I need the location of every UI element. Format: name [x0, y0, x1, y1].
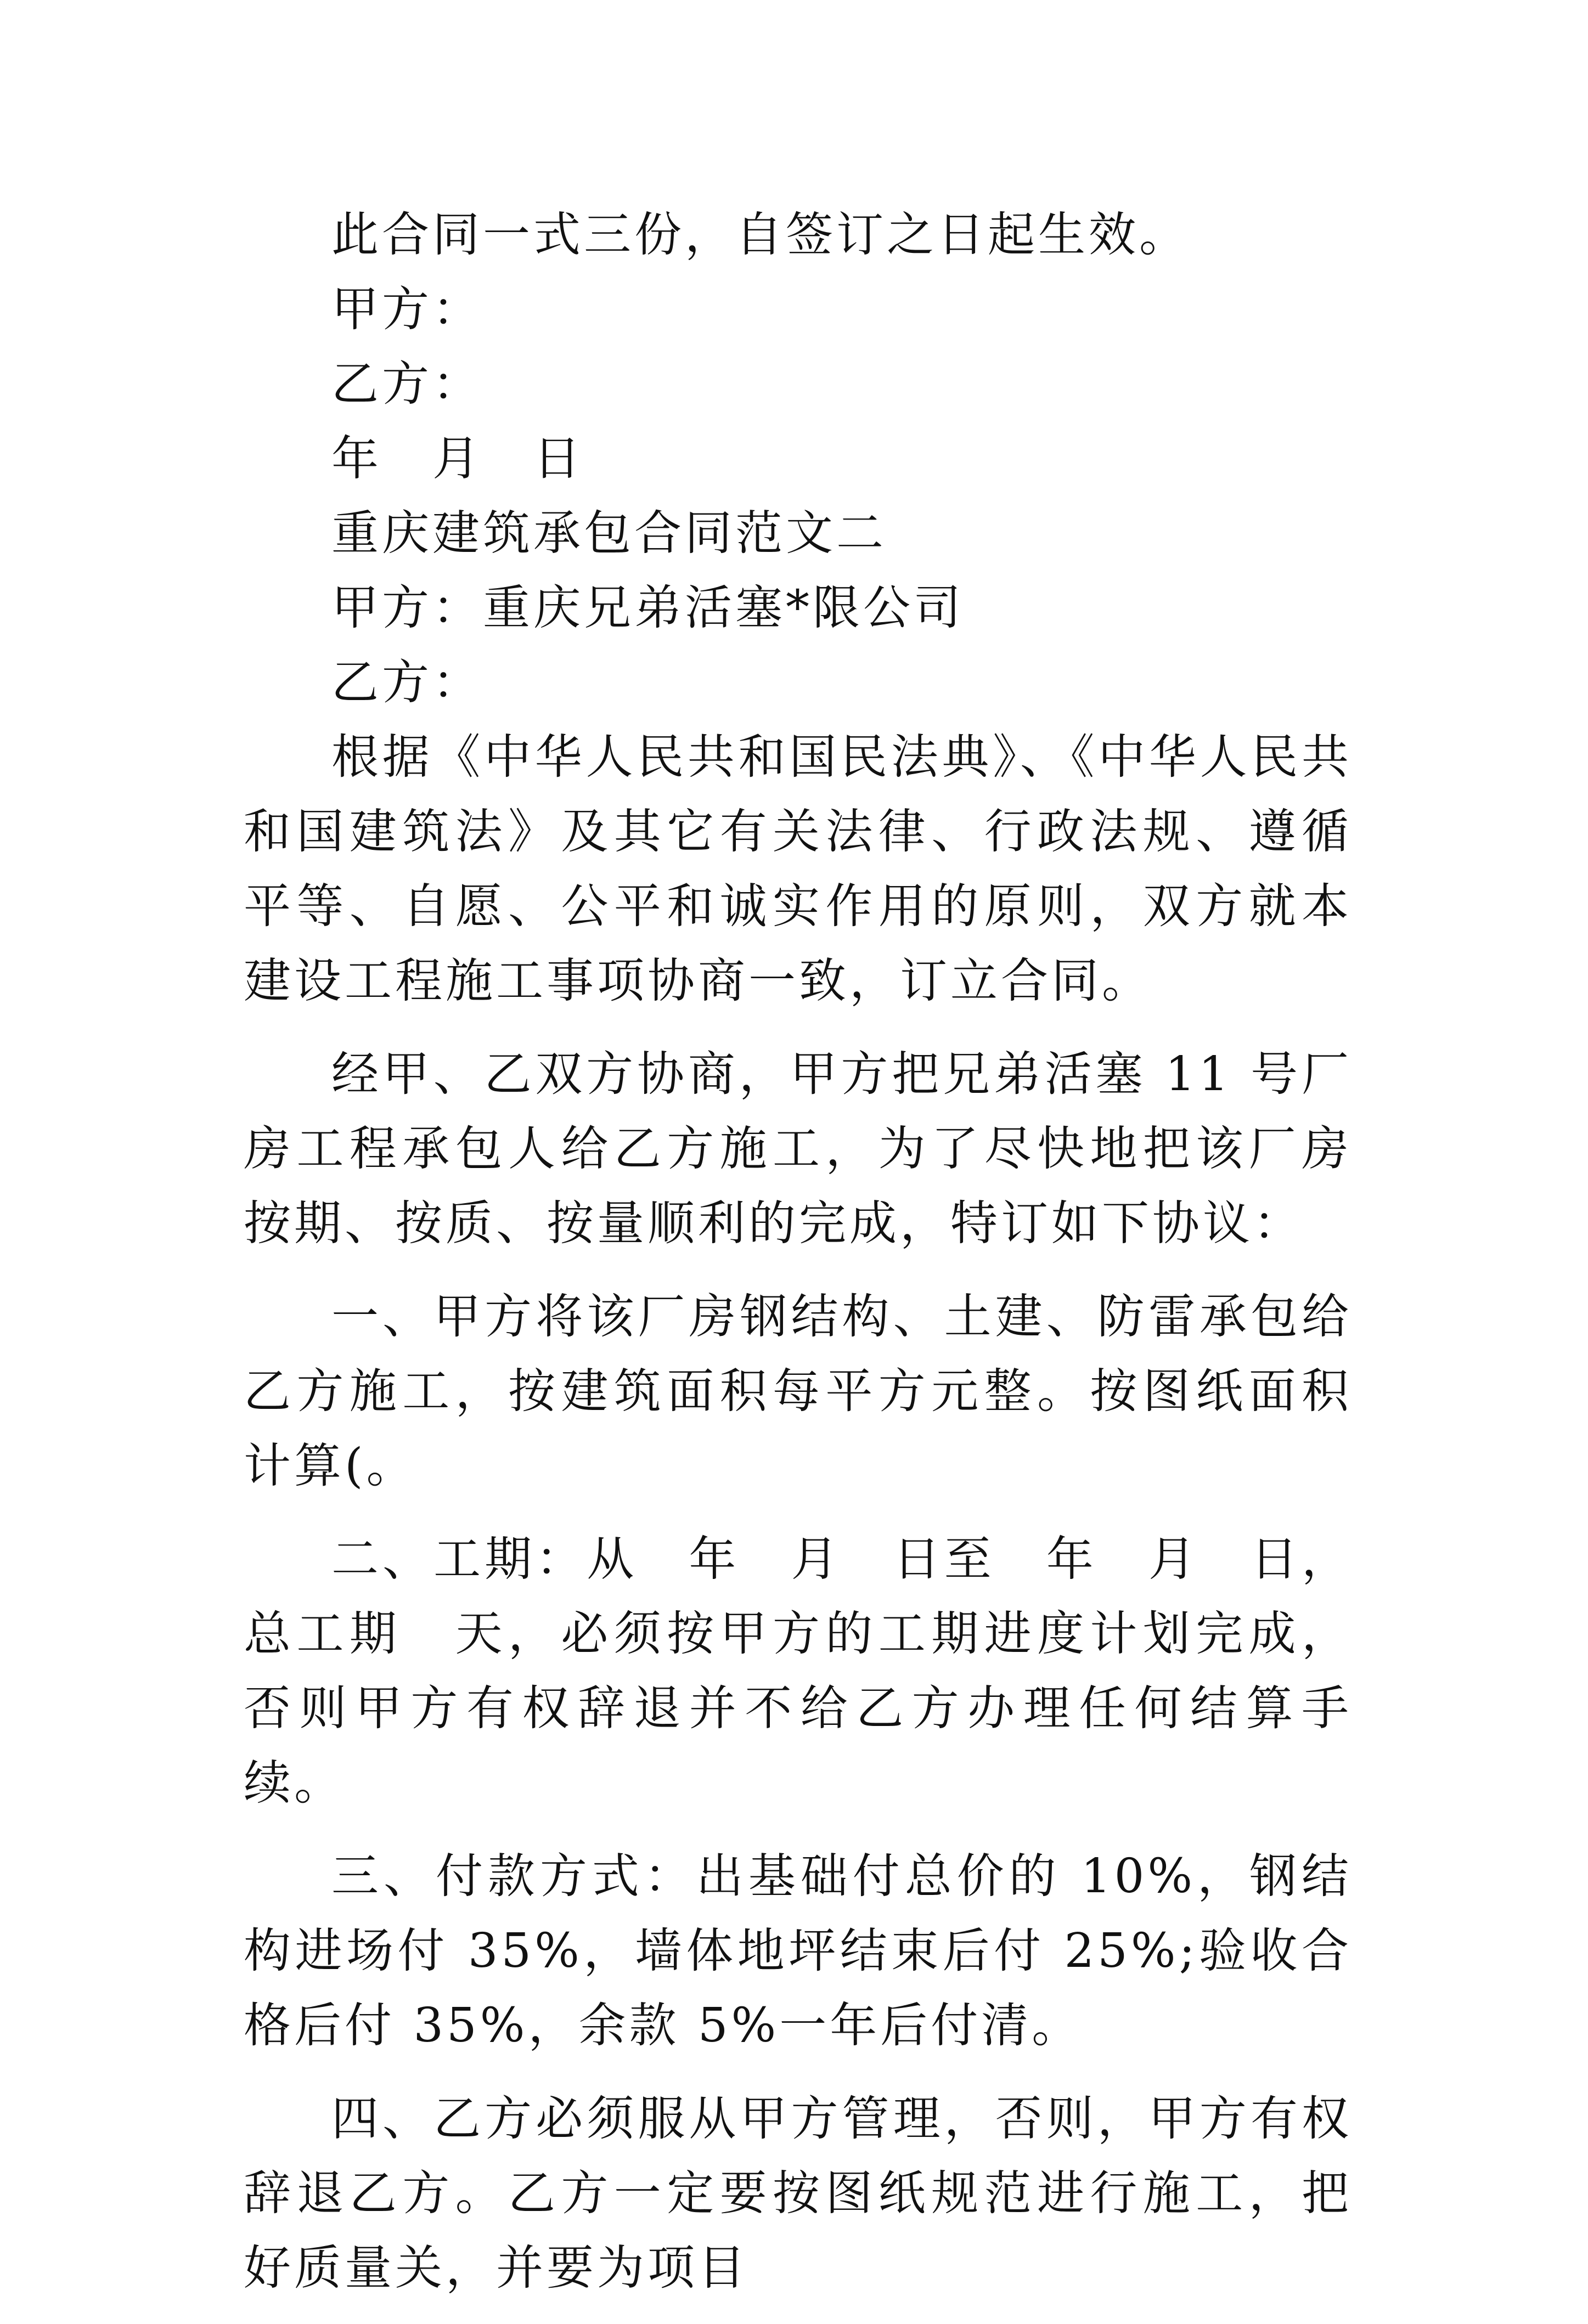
- clause-3-text: 三、付款方式：出基础付总价的 10%，钢结构进场付 35%，墙体地坪结束后付 25%;验收合格后付 35%，余款 5%一年后付清。: [244, 1849, 1352, 2053]
- party-b-signature-line: 乙方：: [331, 357, 483, 411]
- clause-1-paragraph: [244, 1279, 1352, 1503]
- party-a-name: 甲方：重庆兄弟活塞*限公司: [331, 580, 964, 635]
- clause-1-text: 一、甲方将该厂房钢结构、土建、防雷承包给乙方施工，按建筑面积每平方元整。按图纸面积计算(。: [244, 1289, 1352, 1493]
- clause-2-paragraph: [244, 1522, 1352, 1820]
- preamble-paragraph: [244, 720, 1352, 1018]
- clause-4-text: 四、乙方必须服从甲方管理，否则，甲方有权辞退乙方。乙方一定要按图纸规范进行施工，把好质量关，并要为项目: [244, 2091, 1352, 2295]
- document-body: [244, 198, 1352, 2324]
- party-a-signature-line: 甲方：: [331, 282, 483, 337]
- effective-clause: 此合同一式三份，自签订之日起生效。: [331, 207, 1190, 262]
- clause-4-paragraph: [244, 2082, 1352, 2305]
- date-line: 年 月 日: [331, 431, 584, 486]
- clause-2-text: 二、工期：从 年 月 日至 年 月 日，总工期 天，必须按甲方的工期进度计划完成，否则甲方有权辞退并不给乙方办理任何结算手续。: [244, 1532, 1352, 1810]
- agreement-intro-text: 经甲、乙双方协商，甲方把兄弟活塞 11 号厂房工程承包人给乙方施工，为了尽快地把该厂房按期、按质、按量顺利的完成，特订如下协议：: [244, 1047, 1352, 1251]
- preamble-text: 根据《中华人民共和国民法典》、《中华人民共和国建筑法》及其它有关法律、行政法规、遵循平等、自愿、公平和诚实作用的原则，双方就本建设工程施工事项协商一致，订立合同。: [244, 730, 1352, 1008]
- section-title: 重庆建筑承包合同范文二: [331, 506, 887, 561]
- party-b-name: 乙方：: [331, 655, 483, 710]
- contract-closing-block: [244, 198, 1352, 720]
- agreement-intro-paragraph: [244, 1037, 1352, 1261]
- clause-3-paragraph: [244, 1839, 1352, 2063]
